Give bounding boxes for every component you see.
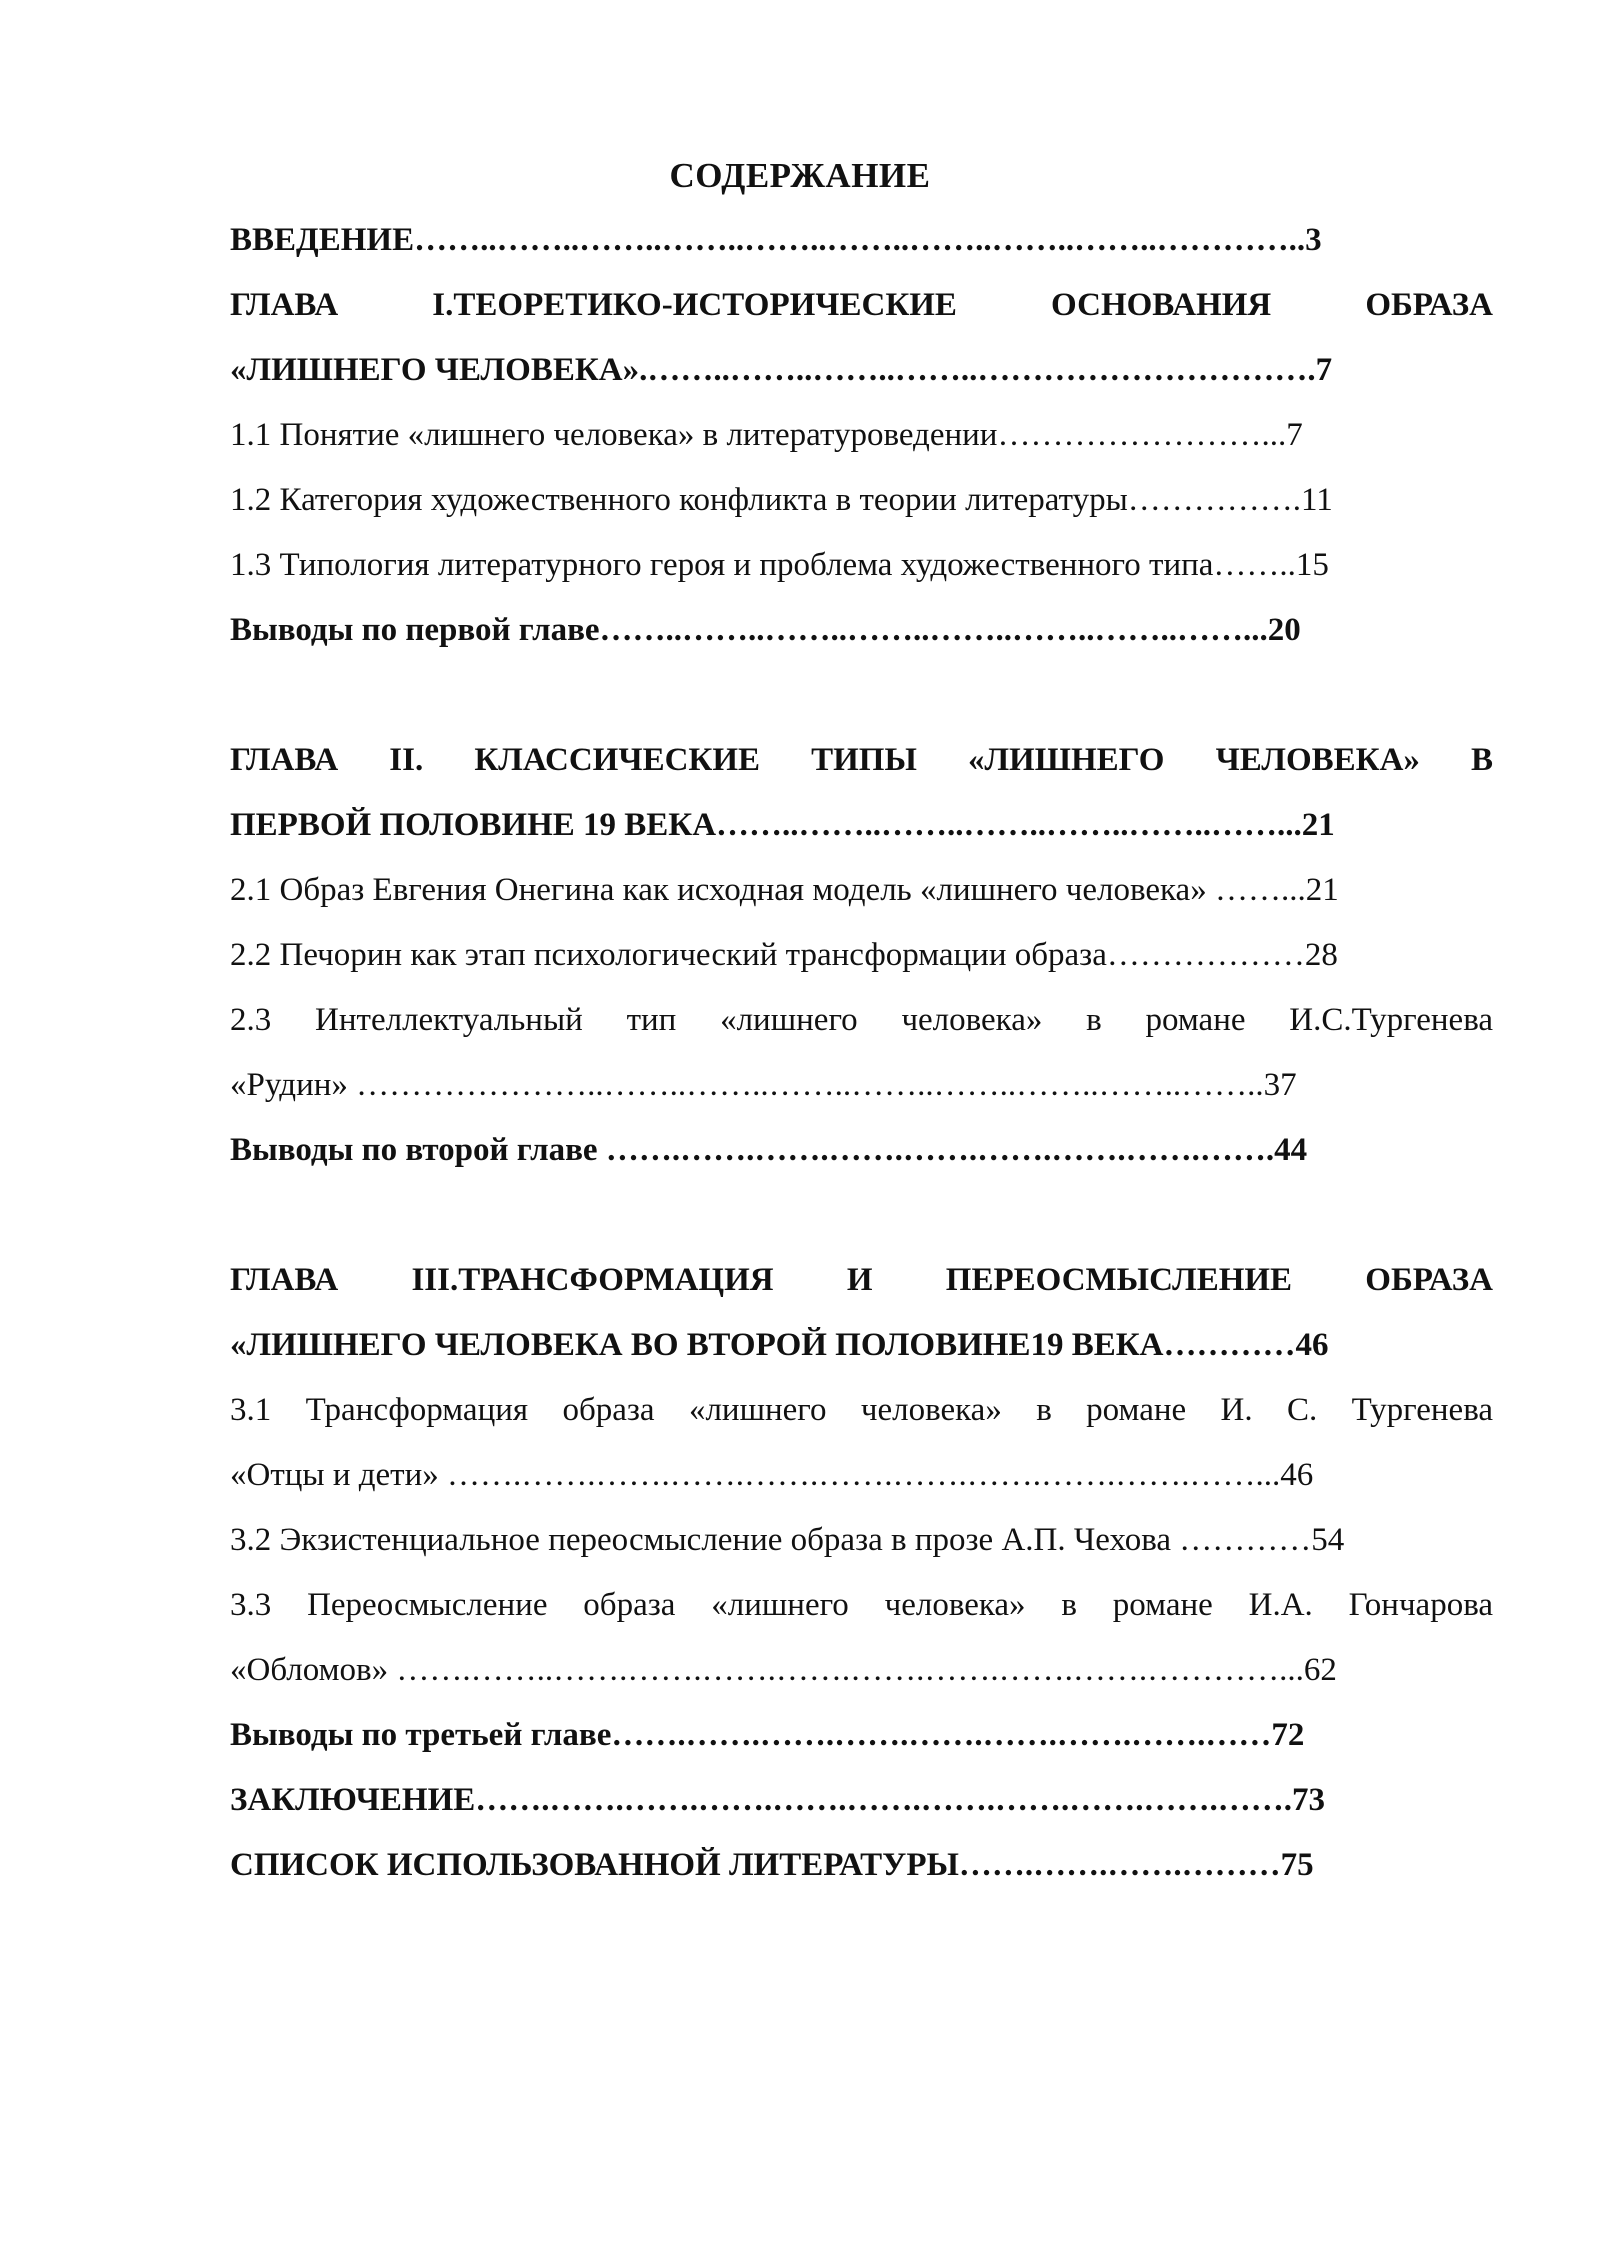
section-gap [230,1183,1493,1248]
toc-entry-3-3-cont[interactable]: «Обломов» …….……..…….…….…….…….…….…….…….…….…………...62 [230,1652,1337,1688]
toc-entry-chapter-3-title[interactable]: ГЛАВА III.ТРАНСФОРМАЦИЯ И ПЕРЕОСМЫСЛЕНИЕ ОБРАЗА [230,1262,1493,1298]
page-title: СОДЕРЖАНИЕ [669,156,931,195]
toc-entry-chapter-3-conclusions[interactable]: Выводы по третьей главе…….…….…….…….…….…….…….…….……72 [230,1717,1305,1753]
toc-entry-chapter-2-title-cont[interactable]: ПЕРВОЙ ПОЛОВИНЕ 19 ВЕКА……..……..……..……..……..……..……...21 [230,807,1335,843]
toc-entry-chapter-2-title[interactable]: ГЛАВА II. КЛАССИЧЕСКИЕ ТИПЫ «ЛИШНЕГО ЧЕЛОВЕКА» В [230,742,1493,778]
toc-entry-1-2[interactable]: 1.2 Категория художественного конфликта в теории литературы…………….11 [230,482,1333,518]
toc-entry-introduction[interactable]: ВВЕДЕНИЕ……..……..……..……..……..……..……..……..……..…………..3 [230,222,1322,258]
toc-entry-chapter-2-conclusions[interactable]: Выводы по второй главе …….…….…….…….…….…….…….…….…….44 [230,1132,1308,1168]
toc-entry-chapter-1-title-cont[interactable]: «ЛИШНЕГО ЧЕЛОВЕКА».……..……..……..……..………………………….7 [230,352,1333,388]
toc-entry-2-3[interactable]: 2.3 Интеллектуальный тип «лишнего человека» в романе И.С.Тургенева [230,1002,1493,1038]
toc-entry-2-1[interactable]: 2.1 Образ Евгения Онегина как исходная модель «лишнего человека» ……...21 [230,872,1339,908]
toc-entry-2-3-cont[interactable]: «Рудин» …………………..……..……..……..……..……..……..……..……..37 [230,1067,1297,1103]
toc-entry-chapter-1-title[interactable]: ГЛАВА I.ТЕОРЕТИКО-ИСТОРИЧЕСКИЕ ОСНОВАНИЯ ОБРАЗА [230,287,1493,323]
toc-entry-bibliography[interactable]: СПИСОК ИСПОЛЬЗОВАННОЙ ЛИТЕРАТУРЫ…….…….…….………75 [230,1847,1314,1883]
toc-entry-chapter-1-conclusions[interactable]: Выводы по первой главе……..……..……..……..……..……..……..……...20 [230,612,1301,648]
section-gap [230,663,1493,728]
table-of-contents [230,208,1493,1898]
toc-entry-1-3[interactable]: 1.3 Типология литературного героя и проблема художественного типа……..15 [230,547,1329,583]
toc-entry-conclusion[interactable]: ЗАКЛЮЧЕНИЕ…….…….…….…….…….…….…….…….…….…….…….73 [230,1782,1325,1818]
toc-entry-3-1[interactable]: 3.1 Трансформация образа «лишнего человека» в романе И. С. Тургенева [230,1392,1493,1428]
toc-entry-3-2[interactable]: 3.2 Экзистенциальное переосмысление образа в прозе А.П. Чехова …………54 [230,1522,1345,1558]
toc-entry-2-2[interactable]: 2.2 Печорин как этап психологический трансформации образа………………28 [230,937,1338,973]
toc-entry-1-1[interactable]: 1.1 Понятие «лишнего человека» в литературоведении……………………...7 [230,417,1303,453]
toc-entry-chapter-3-title-cont[interactable]: «ЛИШНЕГО ЧЕЛОВЕКА ВО ВТОРОЙ ПОЛОВИНЕ19 ВЕКА…………46 [230,1327,1329,1363]
toc-entry-3-1-cont[interactable]: «Отцы и дети» …….…….…….…….…….…….…….…….…….…….……...46 [230,1457,1314,1493]
toc-entry-3-3[interactable]: 3.3 Переосмысление образа «лишнего человека» в романе И.А. Гончарова [230,1587,1493,1623]
